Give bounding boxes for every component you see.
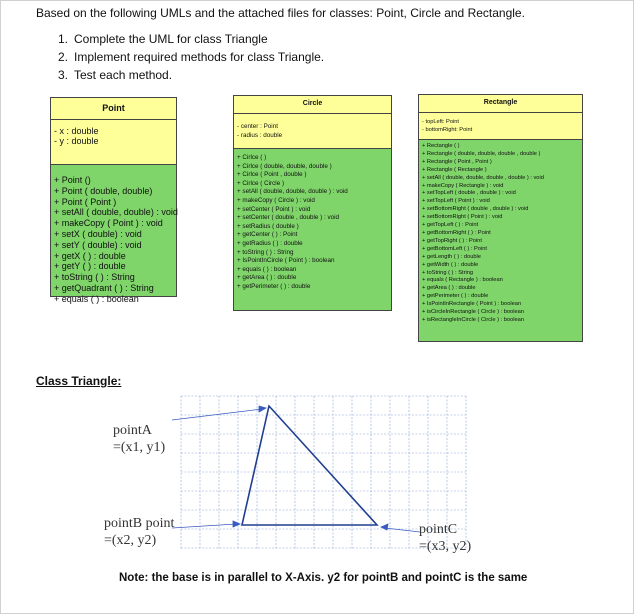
uml-method: + Point ( Point ): [54, 196, 117, 207]
uml-attribute: - radius : double: [237, 132, 283, 139]
uml-method: + Cirlce ( Point , double ): [237, 171, 307, 179]
uml-attribute: - topLeft: Point: [422, 119, 459, 125]
uml-attribute: - y : double: [54, 136, 99, 147]
uml-method: + getRadius ( ) : double: [237, 239, 303, 247]
uml-attribute: - bottomRight: Point: [422, 126, 473, 133]
uml-method: + equals ( Rectangle ) : boolean: [422, 277, 503, 284]
uml-method: + setY ( double) : void: [54, 239, 142, 250]
uml-method: + getY ( ) : double: [54, 261, 126, 272]
uml-method: + isCircleInRectangle ( Circle ) : boolean: [422, 309, 524, 316]
uml-method: + setTopLeft ( double , double ) : void: [422, 190, 516, 197]
uml-method: + setAll ( double, double, double , double ) : void: [422, 174, 544, 181]
uml-method: + Rectangle ( double, double, double , double ): [422, 150, 541, 157]
task-number: 2.: [58, 50, 69, 64]
uml-method: + setTopLeft ( Point ) : void: [422, 198, 490, 205]
uml-method: + getBottomRight ( ) : Point: [422, 229, 491, 236]
uml-method: + getCenter ( ) : Point: [237, 231, 298, 239]
uml-method: + isRectangleInCircle ( Circle ) : boolean: [422, 316, 524, 323]
uml-method: + setCenter ( double , double ) : void: [237, 214, 340, 222]
uml-method: + Cirlce ( Circle ): [237, 179, 285, 187]
label-point-a: [113, 422, 165, 456]
uml-method: + setAll ( double, double, double ) : void: [237, 188, 348, 196]
intro-text: Based on the following UMLs and the attached files for classes: Point, Circle and Rectangle.: [36, 6, 525, 20]
uml-method: + IsPointInRectangle ( Point ) : boolean: [422, 301, 522, 308]
uml-method: + makeCopy ( Point ) : void: [54, 218, 163, 229]
uml-point-title: Point: [51, 98, 176, 120]
uml-attribute: - x : double: [54, 126, 99, 136]
label-point-b: [104, 515, 174, 549]
uml-method: + makeCopy ( Rectangle ) : void: [422, 182, 504, 189]
arrowhead-point-a: [259, 406, 266, 412]
uml-method: + Point ( double, double): [54, 185, 153, 196]
uml-method: + setCenter ( Point ) : void: [237, 205, 311, 213]
arrow-point-a: [172, 409, 262, 420]
uml-method: + getBottomLeft ( ) : Point: [422, 245, 487, 252]
uml-method: + getPerimeter ( ) : double: [237, 282, 311, 290]
uml-method: + setRadius ( double ): [237, 222, 299, 230]
task-text: Complete the UML for class Triangle: [74, 32, 268, 46]
arrowhead-point-b: [233, 521, 240, 527]
point-b-coords: =(x2, y2): [104, 533, 157, 548]
uml-method: + setX ( double) : void: [54, 228, 142, 239]
uml-method: + toString ( ) : String: [422, 269, 474, 276]
arrow-point-b: [172, 524, 236, 528]
uml-method: + setBottomRight ( double , double ) : void: [422, 206, 529, 213]
point-a-coords: =(x1, y1): [113, 440, 166, 455]
label-point-c: [419, 521, 471, 555]
uml-method: + getTopLeft ( ) : Point: [422, 222, 479, 229]
uml-method: + equals ( ) : boolean: [54, 293, 139, 304]
uml-method: + IsPointInCircle ( Point ) : boolean: [237, 257, 335, 265]
point-b-name: pointB point: [104, 516, 175, 531]
task-text: Implement required methods for class Triangle.: [74, 50, 325, 64]
uml-method: + getWidth ( ) : double: [422, 261, 479, 268]
uml-method: + setAll ( double, double) : void: [54, 207, 178, 218]
uml-method: + getArea ( ) : double: [237, 274, 297, 282]
uml-method: + setBottomRight ( Point ) : void: [422, 214, 503, 221]
point-a-name: pointA: [113, 423, 152, 438]
pointer-arrows: [172, 406, 420, 532]
uml-method: + getTopRight ( ) : Point: [422, 237, 482, 244]
uml-method: + makeCopy ( Circle ) : void: [237, 196, 315, 204]
uml-attribute: - center : Point: [237, 123, 278, 130]
uml-circle-title: Circle: [234, 96, 391, 114]
uml-method: + getX ( ) : double: [54, 250, 126, 261]
task-number: 1.: [58, 32, 69, 46]
uml-method: + Cirlce ( ): [237, 154, 267, 161]
uml-method: + Rectangle ( ): [422, 143, 460, 149]
triangle-shape: [242, 406, 377, 525]
uml-method: + getArea ( ) : double: [422, 285, 476, 292]
uml-rectangle-title: Rectangle: [419, 95, 582, 113]
uml-method: + toString ( ) : String: [54, 272, 135, 283]
uml-method: + Cirlce ( double, double, double ): [237, 162, 332, 170]
uml-method: + toString ( ) : String: [237, 248, 294, 256]
triangle-heading: Class Triangle:: [36, 374, 122, 388]
point-c-coords: =(x3, y2): [419, 539, 472, 554]
task-text: Test each method.: [74, 68, 173, 82]
uml-method: + getQuadrant ( ) : String: [54, 282, 154, 293]
uml-method: + getPerimeter ( ) : double: [422, 293, 489, 300]
uml-method: + equals ( ) : boolean: [237, 265, 297, 273]
task-number: 3.: [58, 68, 69, 82]
uml-method: + Rectangle ( Rectangle ): [422, 166, 487, 173]
note-text: Note: the base is in parallel to X-Axis. y2 for pointB and pointC is the same: [119, 572, 528, 584]
point-c-name: pointC: [419, 522, 458, 537]
uml-method: + Rectangle ( Point , Point ): [422, 158, 492, 165]
uml-method: + getLength ( ) : double: [422, 253, 481, 260]
uml-method: + Point (): [54, 175, 91, 185]
